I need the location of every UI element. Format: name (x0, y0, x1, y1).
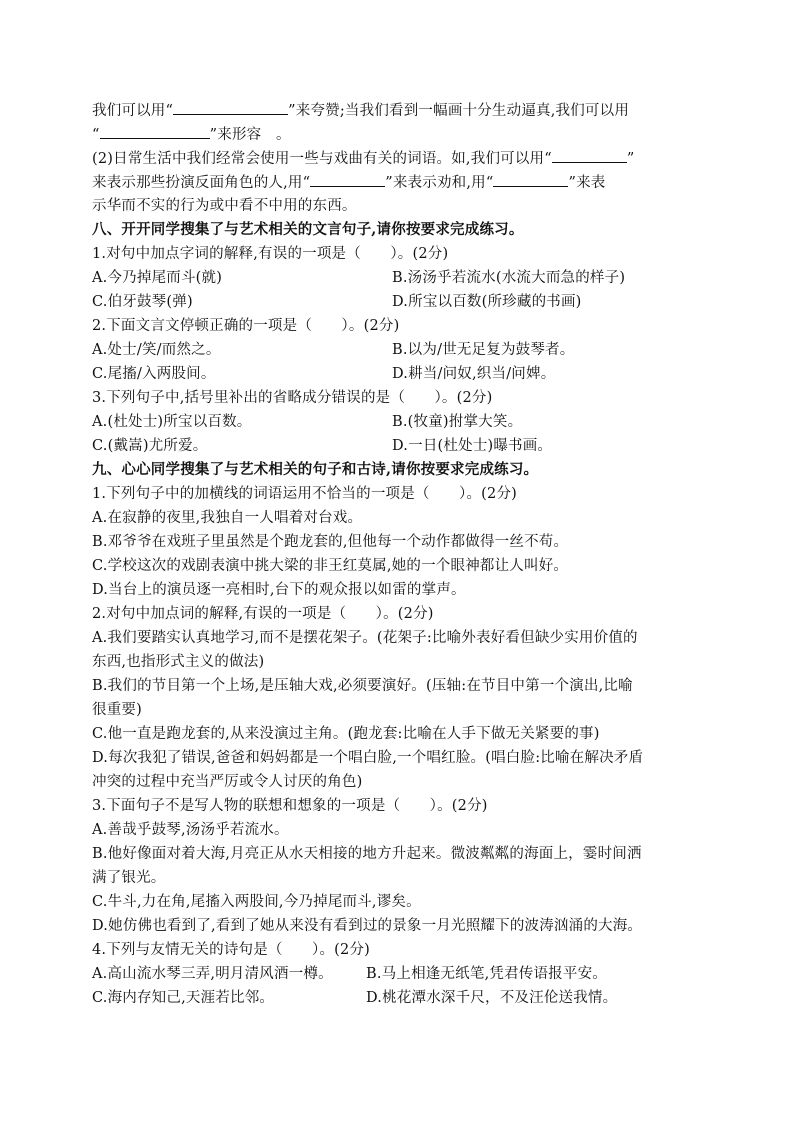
answer-blank[interactable] (173, 100, 288, 115)
option-c[interactable]: C.伯牙鼓琴(弹) (92, 294, 193, 310)
option-d[interactable]: D.她仿佛也看到了,看到了她从来没有看到过的景象一月光照耀下的波涛汹涌的大海。 (92, 918, 643, 934)
s8-question-2: 2.下面文言文停顿正确的一项是（ ）。(2分) (92, 318, 400, 334)
option-a[interactable]: A.高山流水琴三弄,明月清风酒一樽。 (92, 966, 333, 982)
option-b[interactable]: B.汤汤乎若流水(水流大而急的样子) (392, 270, 626, 286)
s8-q3-options-row-1 (92, 412, 523, 432)
section-9-heading: 九、心心同学搜集了与艺术相关的句子和古诗,请你按要求完成练习。 (92, 461, 539, 478)
intro-text: 来表示那些扮演反面角色的人,用“ (92, 175, 311, 191)
option-a[interactable]: A.善哉乎鼓琴,汤汤乎若流水。 (92, 822, 289, 838)
s8-q2-options-row-2 (92, 364, 556, 384)
intro-line-3 (92, 148, 634, 169)
intro-line-4 (92, 172, 605, 193)
s8-question-1: 1.对句中加点字词的解释,有误的一项是（ ）。(2分) (92, 246, 449, 262)
option-d[interactable]: D.桃花潭水深千尺，不及汪伦送我情。 (366, 990, 618, 1006)
option-b[interactable]: B.以为/世无足复为鼓琴者。 (392, 342, 575, 358)
s8-q2-options-row-1 (92, 340, 575, 360)
s8-question-3: 3.下列句子中,括号里补出的省略成分错误的是（ ）。(2分) (92, 390, 493, 406)
option-a[interactable]: A.今乃掉尾而斗(就) (92, 270, 223, 286)
s9-question-2: 2.对句中加点词的解释,有误的一项是（ ）。(2分) (92, 606, 434, 622)
option-c[interactable]: C.他一直是跑龙套的,从来没演过主角。(跑龙套:比喻在人手下做无关紧要的事) (92, 726, 600, 742)
s9-q4-options-row-1 (92, 964, 607, 984)
s8-q1-options-row-2 (92, 292, 582, 312)
option-b[interactable]: B.马上相逢无纸笔,凭君传语报平安。 (366, 966, 607, 982)
option-d-continued: 冲突的过程中充当严厉或令人讨厌的角色) (92, 774, 363, 790)
option-b[interactable]: B.我们的节目第一个上场,是压轴大戏,必须要演好。(压轴:在节目中第一个演出,比喻 (92, 678, 633, 694)
option-d[interactable]: D.每次我犯了错误,爸爸和妈妈都是一个唱白脸,一个唱红脸。(唱白脸:比喻在解决矛盾 (92, 750, 644, 766)
answer-blank[interactable] (493, 172, 568, 187)
answer-blank[interactable] (310, 172, 385, 187)
option-c[interactable]: C.海内存知己,天涯若比邻。 (92, 990, 275, 1006)
s9-question-3: 3.下面句子不是写人物的联想和想象的一项是（ ）。(2分) (92, 798, 488, 814)
intro-text: ”来表 (568, 175, 606, 191)
option-c[interactable]: C.牛斗,力在角,尾搐入两股间,今乃掉尾而斗,谬矣。 (92, 894, 421, 910)
intro-line-2 (92, 124, 291, 145)
intro-text: ” (626, 151, 635, 167)
intro-text: (2)日常生活中我们经常会使用一些与戏曲有关的词语。如,我们可以用“ (92, 151, 552, 167)
intro-line-1 (92, 100, 629, 121)
option-b-continued: 很重要) (92, 702, 142, 718)
option-c[interactable]: C.尾搐/入两股间。 (92, 366, 216, 382)
s8-q3-options-row-2 (92, 436, 553, 456)
option-d[interactable]: D.当台上的演员逐一亮相时,台下的观众报以如雷的掌声。 (92, 582, 466, 598)
intro-line-5: 示华而不实的行为或中看不中用的东西。 (92, 198, 357, 214)
option-c[interactable]: C.(戴嵩)尤所爱。 (92, 438, 208, 454)
option-d[interactable]: D.一日(杜处士)曝书画。 (392, 438, 553, 454)
option-a[interactable]: A.我们要踏实认真地学习,而不是摆花架子。(花架子:比喻外表好看但缺少实用价值的 (92, 630, 638, 646)
intro-text: 我们可以用“ (92, 103, 174, 119)
answer-blank[interactable] (552, 148, 627, 163)
option-b[interactable]: B.(牧童)拊掌大笑。 (392, 414, 523, 430)
option-b[interactable]: B.他好像面对着大海,月亮正从水天相接的地方升起来。微波粼粼的海面上，霎时间洒 (92, 846, 642, 862)
option-a[interactable]: A.(杜处士)所宝以百数。 (92, 414, 252, 430)
option-c[interactable]: C.学校这次的戏剧表演中挑大梁的非王红莫属,她的一个眼神都让人叫好。 (92, 558, 569, 574)
s8-q1-options-row-1 (92, 268, 626, 288)
option-d[interactable]: D.耕当/问奴,织当/问婢。 (392, 366, 556, 382)
intro-text: “ (92, 127, 100, 143)
intro-text: ”来表示劝和,用“ (385, 175, 494, 191)
option-b[interactable]: B.邓爷爷在戏班子里虽然是个跑龙套的,但他每一个动作都做得一丝不苟。 (92, 534, 569, 550)
answer-blank[interactable] (100, 124, 210, 139)
s9-q4-options-row-2 (92, 988, 618, 1008)
s9-question-4: 4.下列与友情无关的诗句是（ ）。(2分) (92, 942, 371, 958)
s9-question-1: 1.下列句子中的加横线的词语运用不恰当的一项是（ ）。(2分) (92, 486, 518, 502)
option-d[interactable]: D.所宝以百数(所珍藏的书画) (392, 294, 582, 310)
option-b-continued: 满了银光。 (92, 870, 166, 886)
section-8-heading: 八、开开同学搜集了与艺术相关的文言句子,请你按要求完成练习。 (92, 221, 524, 238)
option-a[interactable]: A.处士/笑/而然之。 (92, 342, 221, 358)
option-a-continued: 东西,也指形式主义的做法) (92, 654, 265, 670)
intro-text: ”来形容 。 (209, 127, 291, 143)
option-a[interactable]: A.在寂静的夜里,我独自一人唱着对台戏。 (92, 510, 363, 526)
intro-text: ”来夸赞;当我们看到一幅画十分生动逼真,我们可以用 (288, 103, 630, 119)
